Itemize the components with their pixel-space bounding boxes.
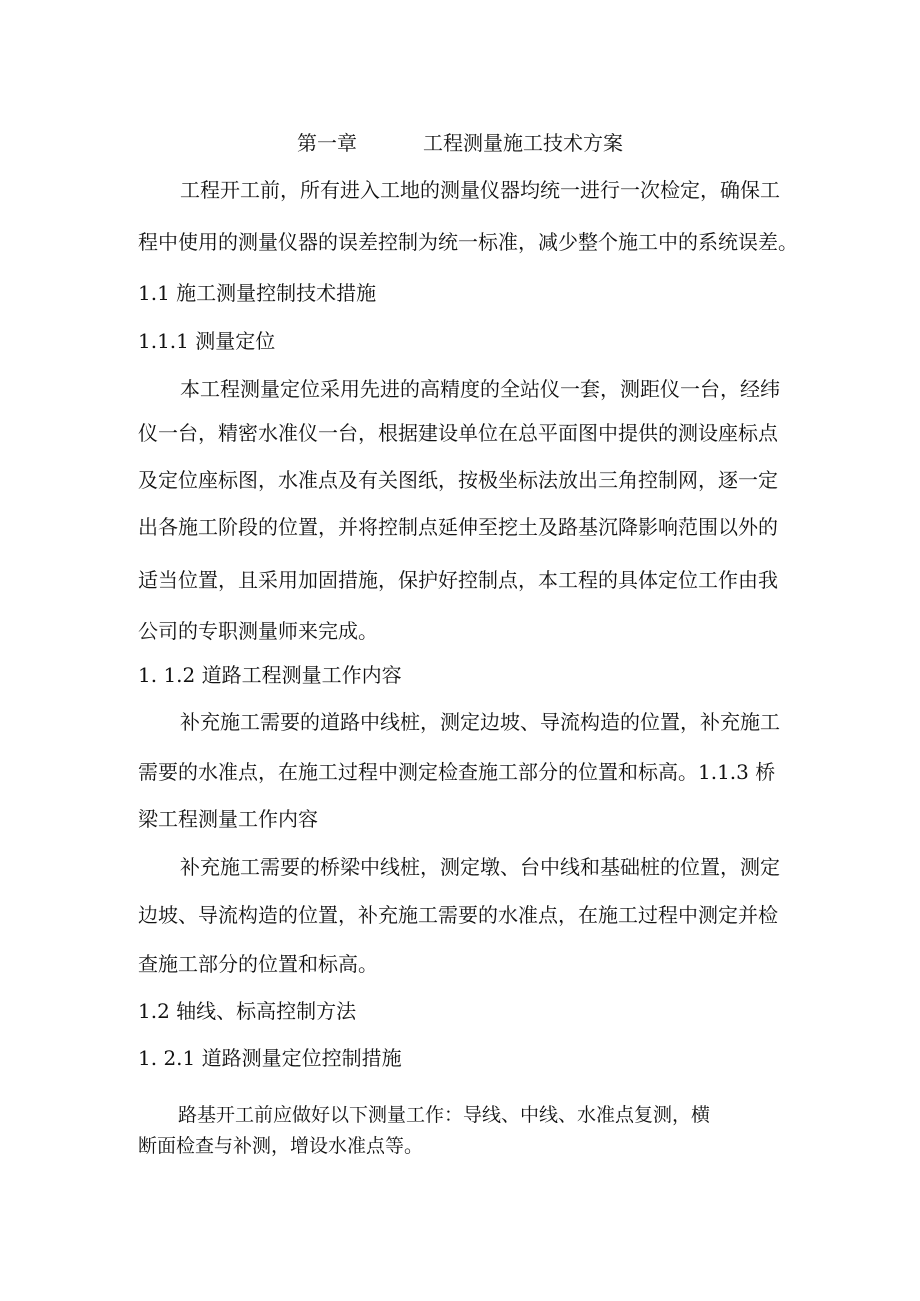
chapter-title: 工程测量施工技术方案 [423, 131, 623, 155]
subsection-heading: 1. 1.2 道路工程测量工作内容 [138, 663, 402, 687]
paragraph-line: 梁工程测量工作内容 [138, 807, 318, 831]
paragraph-line: 查施工部分的位置和标高。 [138, 952, 378, 976]
paragraph-line: 适当位置，且采用加固措施，保护好控制点，本工程的具体定位工作由我 [138, 568, 778, 592]
paragraph-line: 路基开工前应做好以下测量工作：导线、中线、水准点复测，横 [178, 1104, 711, 1126]
paragraph-line: 及定位座标图，水准点及有关图纸，按极坐标法放出三角控制网，逐一定 [138, 468, 778, 492]
paragraph-line: 工程开工前，所有进入工地的测量仪器均统一进行一次检定，确保工 [180, 178, 780, 202]
paragraph-line: 补充施工需要的道路中线桩，测定边坡、导流构造的位置，补充施工 [180, 710, 780, 734]
section-heading: 1.1 施工测量控制技术措施 [138, 281, 377, 305]
paragraph-line: 公司的专职测量师来完成。 [138, 619, 378, 643]
paragraph-line: 边坡、导流构造的位置，补充施工需要的水准点，在施工过程中测定并检 [138, 903, 778, 927]
section-heading: 1.2 轴线、标高控制方法 [138, 999, 357, 1023]
paragraph-line: 出各施工阶段的位置，并将控制点延伸至挖土及路基沉降影响范围以外的 [138, 515, 778, 539]
paragraph-line: 补充施工需要的桥梁中线桩，测定墩、台中线和基础桩的位置，测定 [180, 855, 780, 879]
chapter-label: 第一章 [297, 131, 357, 155]
paragraph-line: 断面检查与补测，增设水准点等。 [138, 1135, 424, 1157]
chapter-heading [0, 128, 920, 158]
paragraph-line: 需要的水准点，在施工过程中测定检查施工部分的位置和标高。1.1.3 桥 [138, 760, 776, 784]
subsection-heading: 1.1.1 测量定位 [138, 329, 276, 353]
subsection-heading: 1. 2.1 道路测量定位控制措施 [138, 1046, 402, 1070]
paragraph-line: 程中使用的测量仪器的误差控制为统一标准，减少整个施工中的系统误差。 [138, 230, 798, 254]
paragraph-line: 本工程测量定位采用先进的高精度的全站仪一套，测距仪一台，经纬 [180, 377, 780, 401]
paragraph-line: 仪一台，精密水准仪一台，根据建设单位在总平面图中提供的测设座标点 [138, 421, 778, 445]
